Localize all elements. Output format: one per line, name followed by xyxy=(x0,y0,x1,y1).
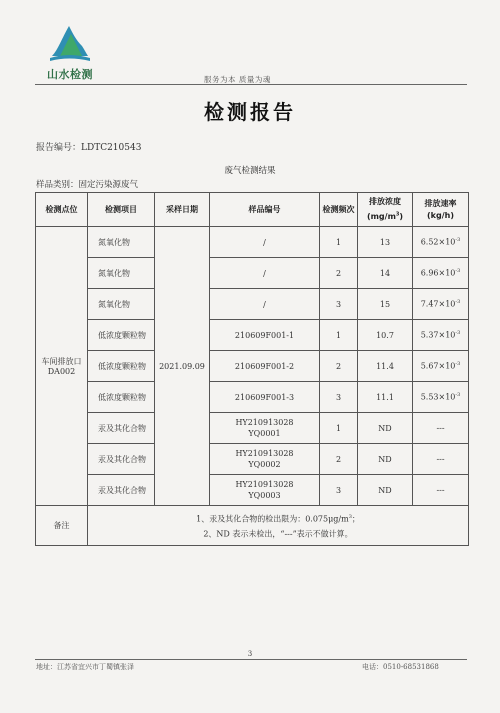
frequency-cell: 1 xyxy=(320,320,358,351)
rate-cell: $5.67\times 10^{-3}$ xyxy=(413,351,469,382)
rate-cell: $5.37\times 10^{-3}$ xyxy=(413,320,469,351)
sample-no-cell: HY210913028 YQ0003 xyxy=(210,475,320,506)
rate-cell: $6.96\times 10^{-3}$ xyxy=(413,258,469,289)
frequency-cell: 2 xyxy=(320,444,358,475)
frequency-cell: 1 xyxy=(320,227,358,258)
header-sample-no: 样品编号 xyxy=(210,193,320,227)
sample-no-cell: 210609F001-2 xyxy=(210,351,320,382)
table-row xyxy=(36,444,469,475)
concentration-cell: ND xyxy=(358,475,413,506)
table-row xyxy=(36,258,469,289)
location-cell: 车间排放口 DA002 xyxy=(36,227,88,506)
item-cell: 汞及其化合物 xyxy=(88,444,155,475)
header-concentration-unit: $(mg/m^3)$ xyxy=(366,211,404,221)
rate-cell: --- xyxy=(413,444,469,475)
footer-phone: 电话：0510-68531868 xyxy=(362,663,439,671)
header-rate xyxy=(413,193,469,227)
rate-cell: $6.52\times 10^{-3}$ xyxy=(413,227,469,258)
slogan: 服务为本 质量为魂 xyxy=(204,75,271,84)
page-number: 3 xyxy=(247,650,253,658)
frequency-cell: 2 xyxy=(320,351,358,382)
item-cell: 氮氧化物 xyxy=(88,289,155,320)
sample-no-cell: 210609F001-3 xyxy=(210,382,320,413)
page-title: 检测报告 xyxy=(204,100,296,124)
footer-address: 地址：江苏省宜兴市丁蜀镇张泽 xyxy=(36,663,134,671)
mountain-water-icon xyxy=(46,16,92,66)
sample-no-cell: HY210913028 YQ0001 xyxy=(210,413,320,444)
table-row xyxy=(36,289,469,320)
table-row xyxy=(36,320,469,351)
item-cell: 低浓度颗粒物 xyxy=(88,382,155,413)
table-row xyxy=(36,413,469,444)
frequency-cell: 1 xyxy=(320,413,358,444)
rate-cell: --- xyxy=(413,475,469,506)
sample-no-cell: HY210913028 YQ0002 xyxy=(210,444,320,475)
header-rate-unit: (kg/h) xyxy=(427,210,454,220)
header-location: 检测点位 xyxy=(36,193,88,227)
frequency-cell: 3 xyxy=(320,382,358,413)
table-row xyxy=(36,382,469,413)
remarks-row xyxy=(36,506,469,546)
header-item: 检测项目 xyxy=(88,193,155,227)
concentration-cell: ND xyxy=(358,413,413,444)
rate-cell: --- xyxy=(413,413,469,444)
report-number: 报告编号：LDTC210543 xyxy=(36,143,142,153)
footer-divider xyxy=(35,659,467,660)
rate-cell: $5.53\times 10^{-3}$ xyxy=(413,382,469,413)
sample-no-cell: / xyxy=(210,289,320,320)
sample-no-cell: / xyxy=(210,227,320,258)
header-concentration-label: 排放浓度 xyxy=(369,197,401,207)
header-frequency: 检测频次 xyxy=(320,193,358,227)
header-rate-label: 排放速率 xyxy=(424,198,457,208)
header-concentration xyxy=(358,193,413,227)
frequency-cell: 2 xyxy=(320,258,358,289)
concentration-cell: 13 xyxy=(358,227,413,258)
logo-text: 山水检测 xyxy=(47,68,93,81)
concentration-cell: 15 xyxy=(358,289,413,320)
item-cell: 汞及其化合物 xyxy=(88,475,155,506)
item-cell: 氮氧化物 xyxy=(88,227,155,258)
remarks-label: 备注 xyxy=(36,506,88,546)
rate-cell: $7.47\times 10^{-3}$ xyxy=(413,289,469,320)
item-cell: 汞及其化合物 xyxy=(88,413,155,444)
concentration-cell: 10.7 xyxy=(358,320,413,351)
sample-category: 样品类别：固定污染源废气 xyxy=(36,180,139,190)
item-cell: 低浓度颗粒物 xyxy=(88,320,155,351)
sample-no-cell: 210609F001-1 xyxy=(210,320,320,351)
company-logo xyxy=(38,16,100,81)
header-divider xyxy=(35,84,467,85)
remark-line: 2、ND 表示未检出，“---”表示不做计算。 xyxy=(203,529,353,539)
header-date: 采样日期 xyxy=(155,193,210,227)
table-row xyxy=(36,351,469,382)
concentration-cell: ND xyxy=(358,444,413,475)
concentration-cell: 14 xyxy=(358,258,413,289)
remarks-content xyxy=(88,506,469,546)
section-title: 废气检测结果 xyxy=(224,166,276,176)
table-row xyxy=(36,475,469,506)
concentration-cell: 11.1 xyxy=(358,382,413,413)
item-cell: 氮氧化物 xyxy=(88,258,155,289)
table-row xyxy=(36,227,469,258)
sample-no-cell: / xyxy=(210,258,320,289)
concentration-cell: 11.4 xyxy=(358,351,413,382)
frequency-cell: 3 xyxy=(320,289,358,320)
remark-line: 1、汞及其化合物的检出限为：$0.075\mu g/m^3$； xyxy=(196,513,360,524)
item-cell: 低浓度颗粒物 xyxy=(88,351,155,382)
results-table xyxy=(35,192,469,546)
frequency-cell: 3 xyxy=(320,475,358,506)
date-cell: 2021.09.09 xyxy=(155,227,210,506)
